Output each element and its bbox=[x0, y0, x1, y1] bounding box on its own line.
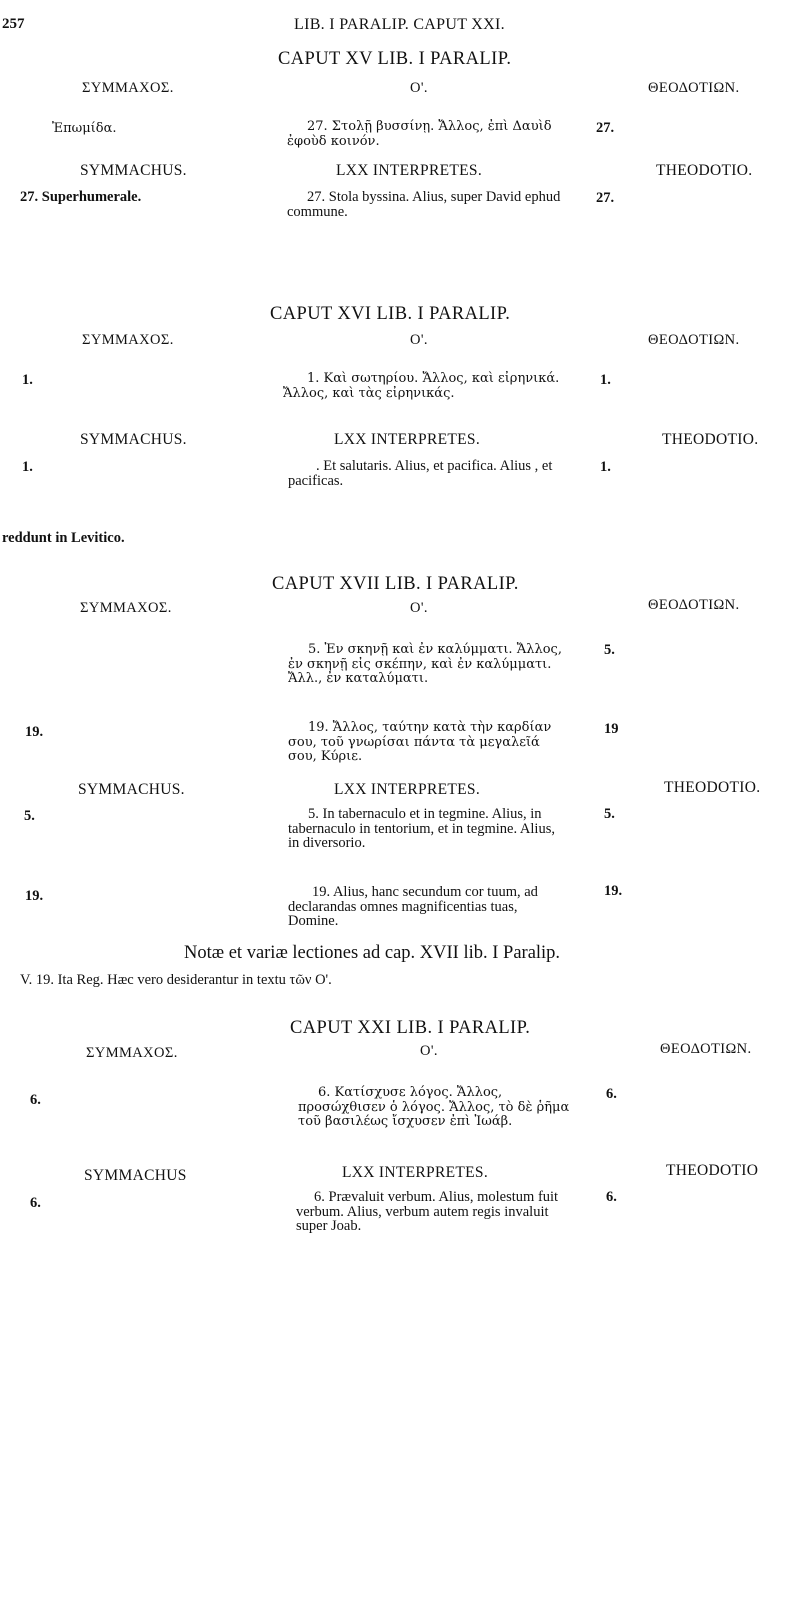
notes-heading: Notæ et variæ lectiones ad cap. XVII lib. I Paralip. bbox=[184, 943, 561, 963]
greek-theodotion-verse: 6. bbox=[606, 1086, 617, 1102]
greek-header-symmachus: ΣΥΜΜΑΧΟΣ. bbox=[82, 80, 174, 96]
latin-symmachus-verse: 1. bbox=[22, 459, 33, 475]
latin-header-theodotion: THEODOTIO. bbox=[656, 162, 753, 179]
latin-lxx-text: 19. Alius, hanc secundum cor tuum, ad declarandas omnes magnificentias tuas, Domine. bbox=[288, 884, 538, 929]
greek-theodotion-verse: 1. bbox=[600, 372, 611, 388]
page-number: 257 bbox=[2, 16, 25, 32]
caput-heading: CAPUT XV LIB. I PARALIP. bbox=[278, 49, 512, 69]
latin-symmachus-verse: 19. bbox=[25, 888, 44, 904]
greek-theodotion-verse: 27. bbox=[596, 120, 615, 136]
greek-symmachus-text: Ἐπωμίδα. bbox=[52, 121, 117, 136]
greek-symmachus-verse: 19. bbox=[25, 724, 44, 740]
greek-header-lxx: Ο'. bbox=[410, 600, 428, 616]
latin-header-theodotion: THEODOTIO. bbox=[662, 431, 759, 448]
latin-lxx-text: 6. Prævaluit verbum. Alius, molestum fuit verbum. Alius, verbum autem regis invaluit super Joab. bbox=[296, 1189, 559, 1234]
latin-symmachus-text: 27. Superhumerale. bbox=[20, 189, 142, 205]
latin-theodotion-verse: 1. bbox=[600, 459, 611, 475]
latin-lxx-text: 27. Stola byssina. Alius, super David ephud commune. bbox=[287, 189, 561, 220]
latin-header-lxx: LXX INTERPRETES. bbox=[336, 162, 483, 179]
latin-header-symmachus: SYMMACHUS. bbox=[78, 781, 185, 798]
caput-heading: CAPUT XXI LIB. I PARALIP. bbox=[290, 1018, 531, 1038]
greek-lxx-text: 27. Στολῇ βυσσίνῃ. Ἄλλος, ἐπὶ Δαυὶδ ἐφοὺδ κοινόν. bbox=[287, 119, 552, 149]
greek-lxx-text: 5. Ἐν σκηνῇ καὶ ἐν καλύμματι. Ἄλλος, ἐν σκηνῇ εἰς σκέπην, καὶ ἐν καλύμματι. Ἄλλ., ἐν καταλύματι. bbox=[288, 642, 562, 686]
greek-header-theodotion: ΘΕΟΔΟΤΙΩΝ. bbox=[648, 80, 740, 96]
latin-symmachus-verse: 5. bbox=[24, 808, 35, 824]
greek-header-lxx: Ο'. bbox=[410, 80, 428, 96]
latin-header-lxx: LXX INTERPRETES. bbox=[342, 1164, 489, 1181]
latin-theodotion-verse: 6. bbox=[606, 1189, 617, 1205]
greek-symmachus-verse: 6. bbox=[30, 1092, 41, 1108]
running-title: LIB. I PARALIP. CAPUT XXI. bbox=[294, 16, 505, 33]
greek-header-lxx: Ο'. bbox=[410, 332, 428, 348]
latin-header-symmachus: SYMMACHUS. bbox=[80, 431, 187, 448]
latin-header-symmachus: SYMMACHUS. bbox=[80, 162, 187, 179]
latin-theodotion-verse: 19. bbox=[604, 883, 623, 899]
greek-lxx-text: 6. Κατίσχυσε λόγος. Ἄλλος, προσώχθισεν ὁ λόγος. Ἄλλος, τὸ δὲ ῥῆμα τοῦ βασιλέως ἴσχυσεν ἐπὶ Ἰωάβ. bbox=[298, 1085, 570, 1129]
footnote-fragment: reddunt in Levitico. bbox=[2, 530, 125, 546]
notes-line: V. 19. Ita Reg. Hæc vero desiderantur in textu τῶν Ο'. bbox=[20, 972, 332, 988]
greek-header-symmachus: ΣΥΜΜΑΧΟΣ. bbox=[82, 332, 174, 348]
greek-theodotion-verse: 5. bbox=[604, 642, 615, 658]
greek-lxx-text: 19. Ἄλλος, ταύτην κατὰ τὴν καρδίαν σου, τοῦ γνωρίσαι πάντα τὰ μεγαλεῖά σου, Κύριε. bbox=[288, 720, 552, 764]
latin-symmachus-verse: 6. bbox=[30, 1195, 41, 1211]
latin-header-theodotion: THEODOTIO bbox=[666, 1162, 759, 1179]
latin-theodotion-verse: 27. bbox=[596, 190, 615, 206]
greek-header-theodotion: ΘΕΟΔΟΤΙΩΝ. bbox=[660, 1041, 752, 1057]
latin-theodotion-verse: 5. bbox=[604, 806, 615, 822]
greek-header-theodotion: ΘΕΟΔΟΤΙΩΝ. bbox=[648, 332, 740, 348]
greek-symmachus-verse: 1. bbox=[22, 372, 33, 388]
latin-header-lxx: LXX INTERPRETES. bbox=[334, 431, 481, 448]
latin-header-lxx: LXX INTERPRETES. bbox=[334, 781, 481, 798]
greek-header-lxx: Ο'. bbox=[420, 1043, 438, 1059]
greek-header-symmachus: ΣΥΜΜΑΧΟΣ. bbox=[86, 1045, 178, 1061]
latin-header-symmachus: SYMMACHUS bbox=[84, 1167, 187, 1184]
greek-header-symmachus: ΣΥΜΜΑΧΟΣ. bbox=[80, 600, 172, 616]
latin-lxx-text: 5. In tabernaculo et in tegmine. Alius, in tabernaculo in tentorium, et in tegmine. Alius, in diversorio. bbox=[288, 806, 555, 851]
latin-lxx-text: . Et salutaris. Alius, et pacifica. Alius , et pacificas. bbox=[288, 458, 553, 489]
caput-heading: CAPUT XVI LIB. I PARALIP. bbox=[270, 304, 511, 324]
latin-header-theodotion: THEODOTIO. bbox=[664, 779, 761, 796]
greek-lxx-text: 1. Καὶ σωτηρίου. Ἄλλος, καὶ εἰρηνικά. Ἄλλος, καὶ τὰς εἰρηνικάς. bbox=[283, 371, 560, 401]
greek-header-theodotion: ΘΕΟΔΟΤΙΩΝ. bbox=[648, 597, 740, 613]
greek-theodotion-verse: 19 bbox=[604, 721, 619, 737]
caput-heading: CAPUT XVII LIB. I PARALIP. bbox=[272, 574, 519, 594]
